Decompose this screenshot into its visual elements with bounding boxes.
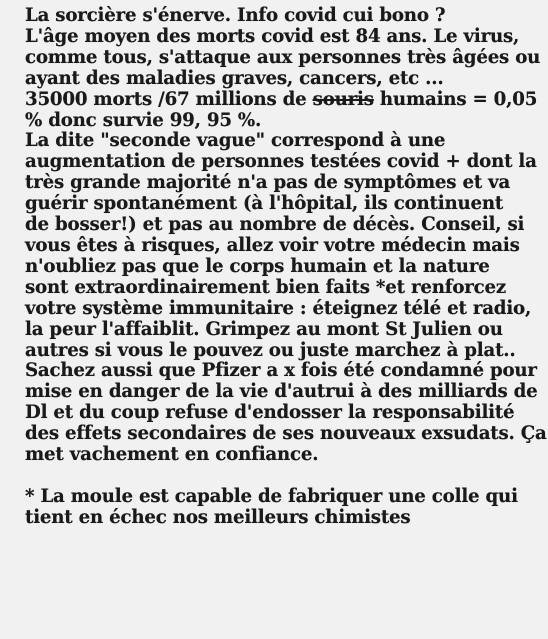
text-line: très grande majorité n'a pas de symptômes et va — [25, 172, 511, 194]
text-line: comme tous, s'attaque aux personnes très âgées ou — [25, 46, 541, 68]
text-line: des effets secondaires de ses nouveaux exsudats. Ça — [25, 423, 547, 445]
text-line: votre système immunitaire : éteignez télé et radio, — [25, 297, 532, 319]
strikethrough-word: souris — [312, 88, 374, 110]
text-line: la peur l'affaiblit. Grimpez au mont St Julien ou — [25, 318, 503, 340]
post-text — [25, 5, 547, 529]
text-line: de bosser!) et pas au nombre de décès. Conseil, si — [25, 214, 525, 236]
text-line: met vachement en confiance. — [25, 444, 319, 466]
text-line: % donc survie 99, 95 %. — [25, 109, 262, 131]
text-line: La sorcière s'énerve. Info covid cui bono ? — [25, 5, 446, 26]
text-line: mise en danger de la vie d'autrui à des milliards de — [25, 381, 538, 403]
text-line: Dl et du coup refuse d'endosser la responsabilité — [25, 402, 515, 424]
text-line: guérir spontanément (à l'hôpital, ils continuent — [25, 193, 504, 215]
text-segment: 35000 morts /67 millions de — [25, 88, 313, 110]
text-line: Sachez aussi que Pfizer a x fois été condamné pour — [25, 360, 537, 382]
text-line: n'oubliez pas que le corps humain et la nature — [25, 255, 490, 277]
text-line: autres si vous le pouvez ou juste marchez à plat.. — [25, 339, 516, 361]
text-line: augmentation de personnes testées covid + dont la — [25, 151, 537, 173]
footnote-line: tient en échec nos meilleurs chimistes — [25, 506, 411, 528]
blank-line — [25, 466, 540, 487]
text-line: La dite "seconde vague" correspond à une — [25, 130, 446, 152]
text-segment: humains = 0,05 — [373, 88, 538, 110]
text-line: ayant des maladies graves, cancers, etc ... — [25, 67, 444, 89]
footnote-line: * La moule est capable de fabriquer une colle qui — [25, 485, 518, 507]
text-line: sont extraordinairement bien faits *et renforcez — [25, 276, 507, 298]
text-line: vous êtes à risques, allez voir votre médecin mais — [25, 234, 520, 256]
text-line: L'âge moyen des morts covid est 84 ans. Le virus, — [25, 25, 520, 47]
text-line-with-strikethrough — [25, 90, 540, 111]
